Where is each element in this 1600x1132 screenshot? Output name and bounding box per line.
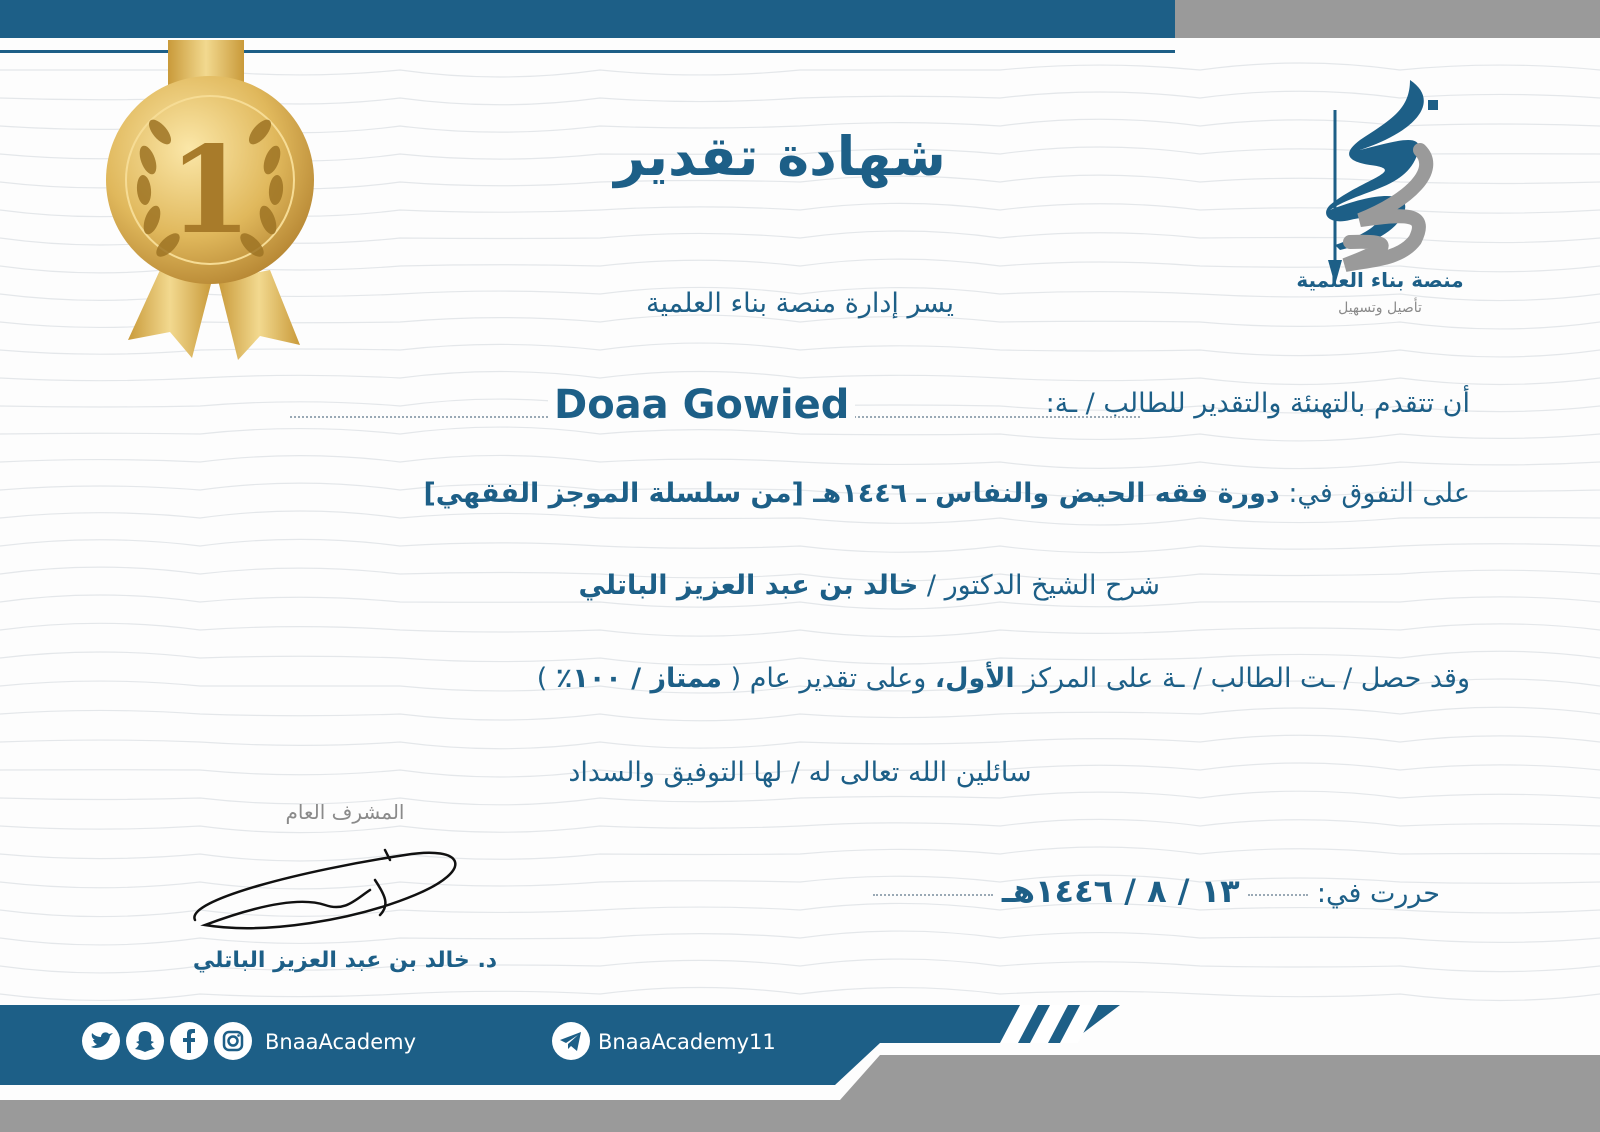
instagram-icon[interactable]	[214, 1022, 252, 1060]
course-name: دورة فقه الحيض والنفاس ـ ١٤٤٦هـ [من سلسلة الموجز الفقهي]	[423, 478, 1280, 509]
date-value: ١٣ / ٨ / ١٤٤٦هـ	[1001, 872, 1240, 910]
top-bar-blue	[0, 0, 1175, 38]
logo-tagline: تأصيل وتسهيل	[1338, 300, 1422, 316]
grade-close: )	[536, 663, 548, 694]
telegram-icon[interactable]	[552, 1022, 590, 1060]
date-row	[873, 872, 1440, 910]
certificate-title: شهادة تقدير	[614, 125, 946, 188]
excellence-label: على التفوق في:	[1288, 478, 1470, 509]
explained-by-name: خالد بن عبد العزيز الباتلي	[578, 570, 919, 601]
social-handle[interactable]: BnaaAcademy	[265, 1030, 416, 1054]
date-dots	[1248, 894, 1308, 896]
grade-value: ممتاز / ١٠٠٪	[555, 663, 722, 694]
explained-by-row	[579, 570, 1161, 601]
signature-icon	[185, 840, 475, 950]
rank: الأول،	[934, 663, 1015, 694]
grade-label: وعلى تقدير عام (	[730, 663, 927, 694]
achievement-prefix: وقد حصل / ـت الطالب / ـة على المركز	[1023, 663, 1470, 694]
logo-name: منصة بناء العلمية	[1296, 268, 1464, 292]
congrats-label: أن تتقدم بالتهنئة والتقدير للطالب / ـة:	[1045, 388, 1470, 419]
twitter-icon[interactable]	[82, 1022, 120, 1060]
excellence-row	[423, 478, 1470, 509]
telegram-handle[interactable]: BnaaAcademy11	[598, 1030, 776, 1054]
supervisor-name: د. خالد بن عبد العزيز الباتلي	[192, 948, 498, 973]
snapchat-icon[interactable]	[126, 1022, 164, 1060]
medal-number: 1	[168, 120, 252, 261]
achievement-row	[537, 663, 1470, 694]
student-name: Doaa Gowied	[548, 382, 855, 428]
facebook-icon[interactable]	[170, 1022, 208, 1060]
closing-text: سائلين الله تعالى له / لها التوفيق والسداد	[568, 757, 1032, 788]
intro-text: يسر إدارة منصة بناء العلمية	[645, 288, 955, 319]
congrats-row	[290, 380, 1470, 430]
date-dots-end	[873, 894, 993, 896]
explained-by-label: شرح الشيخ الدكتور /	[926, 570, 1160, 601]
top-bar-grey	[1175, 0, 1600, 38]
gold-medal-icon	[100, 40, 330, 370]
supervisor-title: المشرف العام	[285, 800, 405, 824]
date-label: حررت في:	[1316, 878, 1440, 909]
